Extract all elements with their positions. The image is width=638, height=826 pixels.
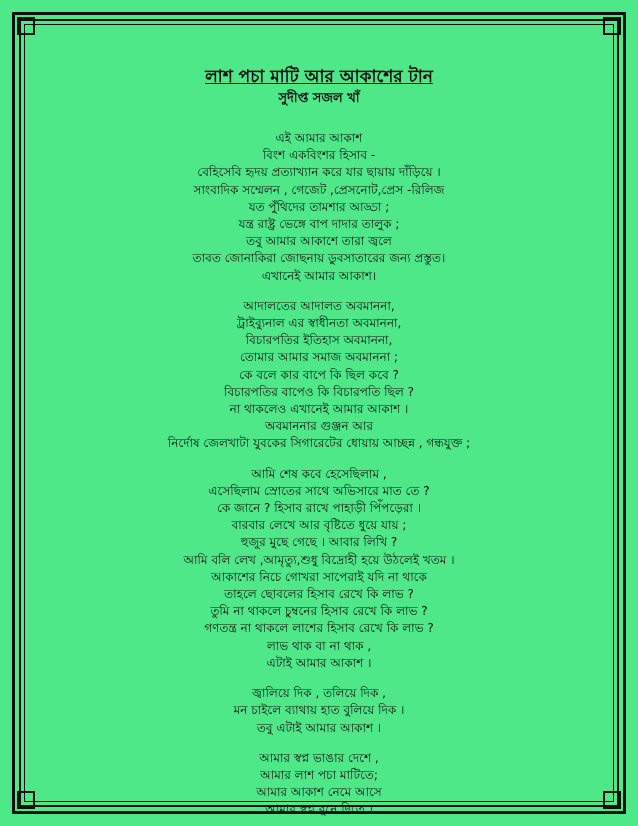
poem-line: আমার আকাশ নেমে আসে [256, 785, 382, 800]
poem-line: এই আমার আকাশ [275, 131, 363, 145]
poem-line: হুজুর মুছে গেছে । আবার লিখি ? [240, 535, 398, 550]
poem-line: তাহলে ছোবলের হিসাব রেখে কি লাভ ? [224, 587, 414, 602]
poem-line: যন্ত্র রাষ্ট্র ভেঙ্গে বাপ দাদার তালুক ; [238, 217, 400, 232]
poem-line: যত পুঁথিদের তামশার আড্ডা ; [248, 199, 390, 214]
poem-stanza [40, 130, 598, 285]
poem-line: ট্রাইব্যুনাল এর স্বাধীনতা অবমাননা, [236, 316, 402, 331]
poem-line: বেহিসেবি হৃদয় প্রত্যাখ্যান করে যার ছায়ায় দাঁড়িয়ে । [197, 165, 441, 180]
poem-stanza [40, 466, 598, 672]
poem-stanza [40, 685, 598, 737]
poem-title: লাশ পচা মাটি আর আকাশের টান [205, 67, 433, 87]
poem-line: আমার স্বপ্ন বুনে দিতে । [265, 802, 373, 817]
poem-line: তোমার আমার সমাজ অবমাননা ; [240, 350, 398, 365]
poem-line: জ্বালিয়ে দিক , তলিয়ে দিক , [252, 686, 386, 701]
poem-line: বারবার লেখে আর বৃষ্টিতে ধুয়ে যায় ; [231, 518, 407, 533]
poem-line: কে বলে কার বাপে কি ছিল কবে ? [239, 367, 399, 382]
poem-line: নির্দোষ জেলখাটা যুবকের সিগারেটের ধোয়ায় আচ্ছন্ন , গন্ধযুক্ত ; [167, 436, 471, 451]
poem-stanza [40, 298, 598, 453]
poem-line: আমার স্বপ্ন ভাঙার দেশে , [259, 750, 379, 765]
poem-line: সাংবাদিক সম্মেলন , গেজেট ,প্রেসনোট,প্রেস -রিলিজ [193, 182, 445, 197]
border-corner-ornament [17, 17, 35, 35]
poem-line: লাভ থাক বা না থাক , [266, 638, 372, 653]
poem-line: কে জানে ? হিসাব রাখে পাহাড়ী পিঁপড়েরা । [216, 501, 422, 516]
poem-line: বিচারপতির ইতিহাস অবমাননা, [245, 333, 393, 348]
poem-line: এটাই আমার আকাশ । [266, 655, 372, 670]
poem-line: আমার লাশ পচা মাটিতে; [260, 767, 378, 782]
poem-line: মন চাইলে ব্যাথায় হাত বুলিয়ে দিক । [233, 703, 405, 718]
poem-line: না থাকলেও এখানেই আমার আকাশ । [229, 402, 409, 417]
poem-line: অবমাননার গুঞ্জন আর [265, 419, 373, 434]
poem-line: আকাশের নিচে গোখরা সাপেরাই যদি না থাকে [211, 569, 427, 584]
border-corner-ornament [603, 17, 621, 35]
poem-line: তবু এটাই আমার আকাশ । [256, 720, 382, 735]
poem-line: আমি শেষ কবে হেসেছিলাম , [251, 466, 387, 481]
poem-line: এখানেই আমার আকাশ। [261, 268, 377, 283]
poem-stanza [40, 750, 598, 819]
border-corner-ornament [603, 791, 621, 809]
poem-line: তুমি না থাকলে চুম্বনের হিসাব রেখে কি লাভ ? [210, 604, 428, 619]
poem-body [40, 130, 598, 819]
poem-line: আমি বলি লেখ ,আমৃত্যু,শুধু বিদ্রোহী হয়ে উঠলেই খতম । [183, 552, 455, 567]
poem-line: তবু আমার আকাশে তারা জ্বলে [246, 234, 392, 249]
poem-line: বিংশ একবিংশর হিসাব - [262, 148, 376, 163]
poem-line: এসেছিলাম স্রোতের সাথে অভিসারে মাত তে ? [208, 483, 430, 498]
poem-content [40, 66, 598, 819]
poem-author: সুদীপ্ত সজল খাঁ [278, 91, 360, 106]
poem-line: গণতন্ত্র না থাকলে লাশের হিসাব রেখে কি লাভ ? [204, 621, 434, 636]
border-corner-ornament [17, 791, 35, 809]
poem-line: তাবত জোনাকিরা জোছনায় ডুবসাতারের জন্য প্রস্তুত। [192, 251, 446, 266]
poem-line: বিচারপতির বাপেও কি বিচারপতি ছিল ? [224, 384, 414, 399]
poem-line: আদালতের আদালত অবমাননা, [243, 298, 395, 313]
